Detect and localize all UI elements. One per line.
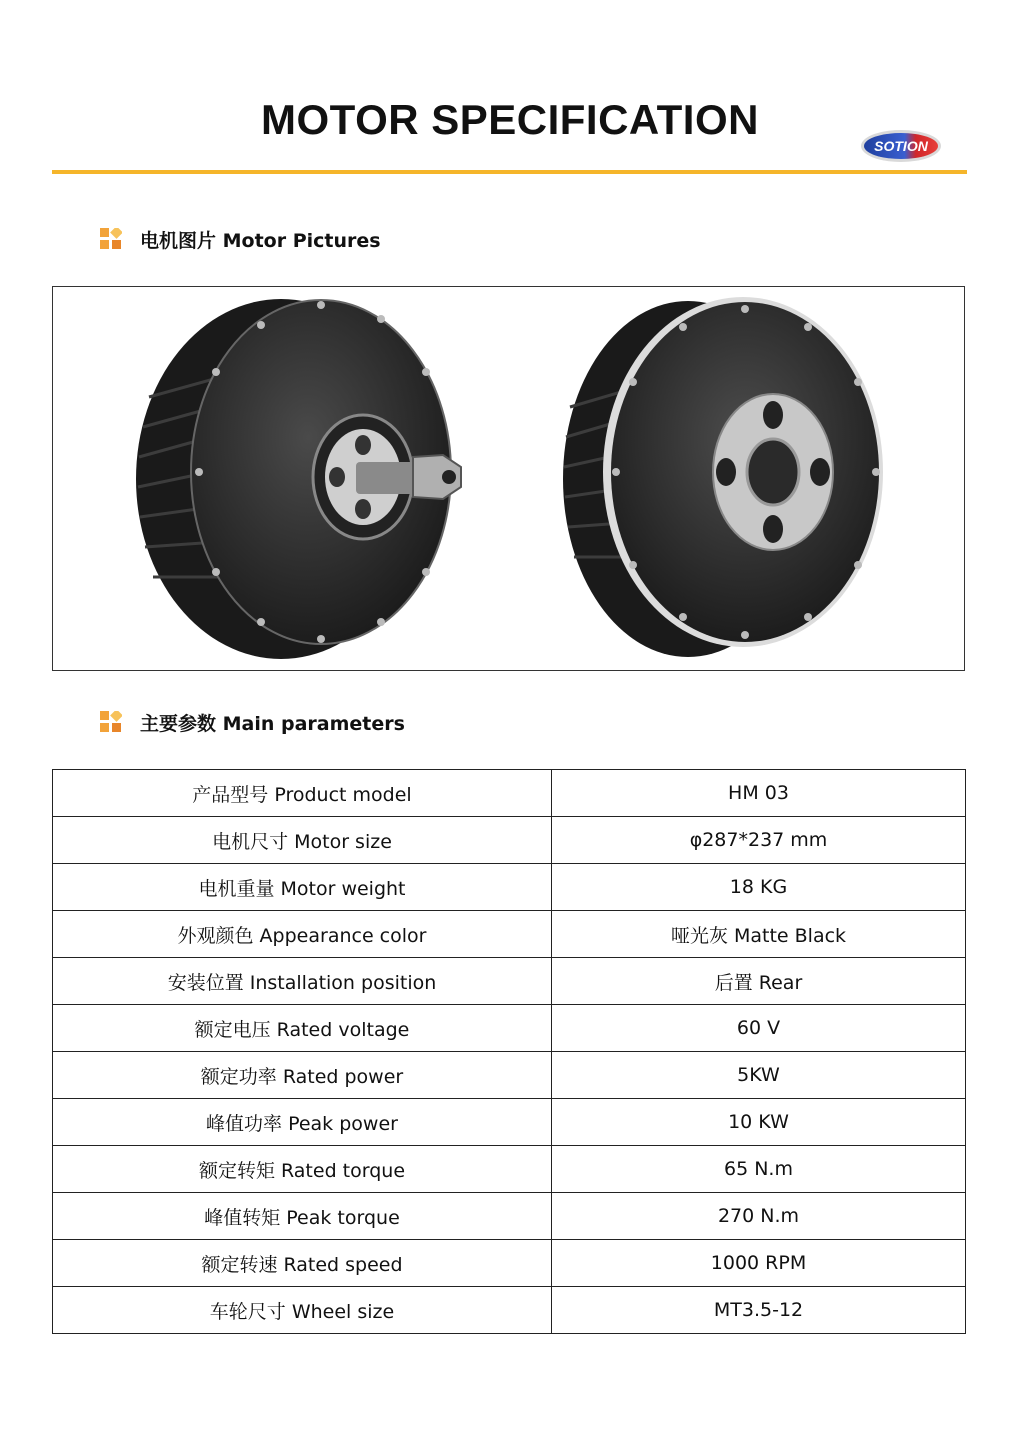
parameter-name: 产品型号 Product model [53, 770, 552, 817]
header-divider [52, 170, 967, 174]
page-title: MOTOR SPECIFICATION [261, 96, 759, 143]
table-row [53, 1146, 966, 1193]
parameter-value: MT3.5-12 [552, 1287, 966, 1334]
parameter-value: HM 03 [552, 770, 966, 817]
table-row [53, 1240, 966, 1287]
sotion-logo [860, 128, 942, 164]
parameter-name: 额定功率 Rated power [53, 1052, 552, 1099]
parameter-name: 峰值转矩 Peak torque [53, 1193, 552, 1240]
motor-pictures-frame [52, 286, 965, 671]
parameter-name: 车轮尺寸 Wheel size [53, 1287, 552, 1334]
grid-squares-icon [100, 228, 122, 250]
parameter-name: 电机尺寸 Motor size [53, 817, 552, 864]
grid-squares-icon [100, 711, 122, 733]
parameter-name: 峰值功率 Peak power [53, 1099, 552, 1146]
section-title: 电机图片 Motor Pictures [140, 229, 381, 252]
table-row [53, 817, 966, 864]
parameter-value: 10 KW [552, 1099, 966, 1146]
parameter-value: 270 N.m [552, 1193, 966, 1240]
motor-image-flange-side [558, 287, 898, 670]
table-row [53, 911, 966, 958]
parameter-value: 60 V [552, 1005, 966, 1052]
motor-image-shaft-side [131, 287, 491, 670]
parameter-value: 5KW [552, 1052, 966, 1099]
parameter-value: 后置 Rear [552, 958, 966, 1005]
parameter-name: 电机重量 Motor weight [53, 864, 552, 911]
parameters-table [52, 769, 966, 1334]
parameter-value: 哑光灰 Matte Black [552, 911, 966, 958]
table-row [53, 1005, 966, 1052]
table-row [53, 864, 966, 911]
parameter-value: φ287*237 mm [552, 817, 966, 864]
parameter-value: 1000 RPM [552, 1240, 966, 1287]
table-row [53, 1052, 966, 1099]
parameter-name: 外观颜色 Appearance color [53, 911, 552, 958]
parameter-name: 额定转矩 Rated torque [53, 1146, 552, 1193]
table-row [53, 1099, 966, 1146]
parameter-value: 65 N.m [552, 1146, 966, 1193]
section-title: 主要参数 Main parameters [140, 712, 405, 735]
table-row [53, 958, 966, 1005]
parameter-name: 额定转速 Rated speed [53, 1240, 552, 1287]
parameter-value: 18 KG [552, 864, 966, 911]
section-motor-pictures [100, 224, 381, 254]
table-row [53, 1193, 966, 1240]
table-row [53, 1287, 966, 1334]
svg-text:SOTION: SOTION [874, 138, 928, 154]
section-main-parameters [100, 707, 405, 737]
parameter-name: 额定电压 Rated voltage [53, 1005, 552, 1052]
parameter-name: 安装位置 Installation position [53, 958, 552, 1005]
table-row [53, 770, 966, 817]
